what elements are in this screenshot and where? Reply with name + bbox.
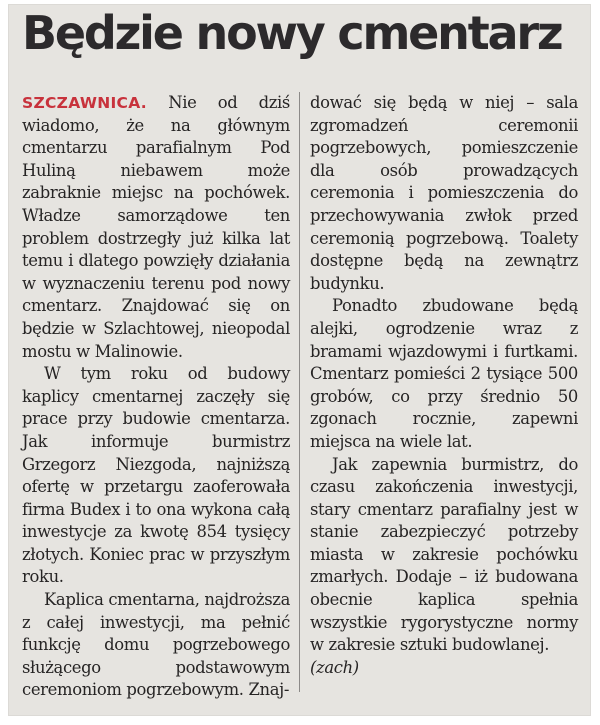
article-column-right: [310, 92, 578, 679]
column-divider: [299, 92, 300, 692]
article-column-left: [22, 92, 290, 702]
paragraph-text: Nie od dziś wiadomo, że na głównym cmentarzu parafialnym Pod Huliną niebawem może zabraknie miejsc na pochówek. Władze samorządowe ten problem dostrzegły już kilka lat temu i dlatego powzięły działania w wyznaczeniu terenu pod nowy cmentarz. Znajdować się on będzie w Szlachtowej, nieopodal mostu w Malinowie.: [22, 93, 290, 361]
article-headline: Będzie nowy cmentarz: [22, 6, 562, 60]
article-byline: (zach): [310, 657, 359, 677]
article-paragraph: Jak zapewnia burmistrz, do czasu zakończenia inwestycji, stary cmentarz parafialny jest w stanie zabezpieczyć potrzeby miasta w zakresie pochówku zmarłych. Dodaje – iż budowana obecnie kaplica spełnia wszystkie rygorystyczne normy w zakresie sztuki budowlanej.: [310, 454, 578, 655]
article-kicker: SZCZAWNICA.: [22, 94, 147, 112]
article-paragraph: [22, 92, 290, 363]
article-paragraph: dować się będą w niej – sala zgromadzeń ceremonii pogrzebowych, pomieszczenie dla osób prowadzących ceremonia i pomieszczenia do przechowywania zwłok przed ceremonią pogrzebową. Toalety dostępne będą na zewnątrz budynku.: [310, 93, 578, 293]
article-paragraph: W tym roku od budowy kaplicy cmentarnej zaczęły się prace przy budowie cmentarza. Jak informuje burmistrz Grzegorz Niezgoda, najniższą ofertę w przetargu zaoferowała firma Budex i to ona wykona całą inwestycje za kwotę 854 tysięcy złotych. Koniec prac w przyszłym roku.: [22, 364, 290, 587]
article-paragraph: Ponadto zbudowane będą alejki, ogrodzenie wraz z bramami wjazdowymi i furtkami. Cmentarz pomieści 2 tysiące 500 grobów, co przy średnio 50 zgonach rocznie, zapewni miejsca na wiele lat.: [310, 296, 578, 451]
article-paragraph: Kaplica cmentarna, najdroższa z całej inwestycji, ma pełnić funkcję domu pogrzebowego służącego podstawowym ceremoniom pogrzebowym. Znaj-: [22, 590, 290, 700]
